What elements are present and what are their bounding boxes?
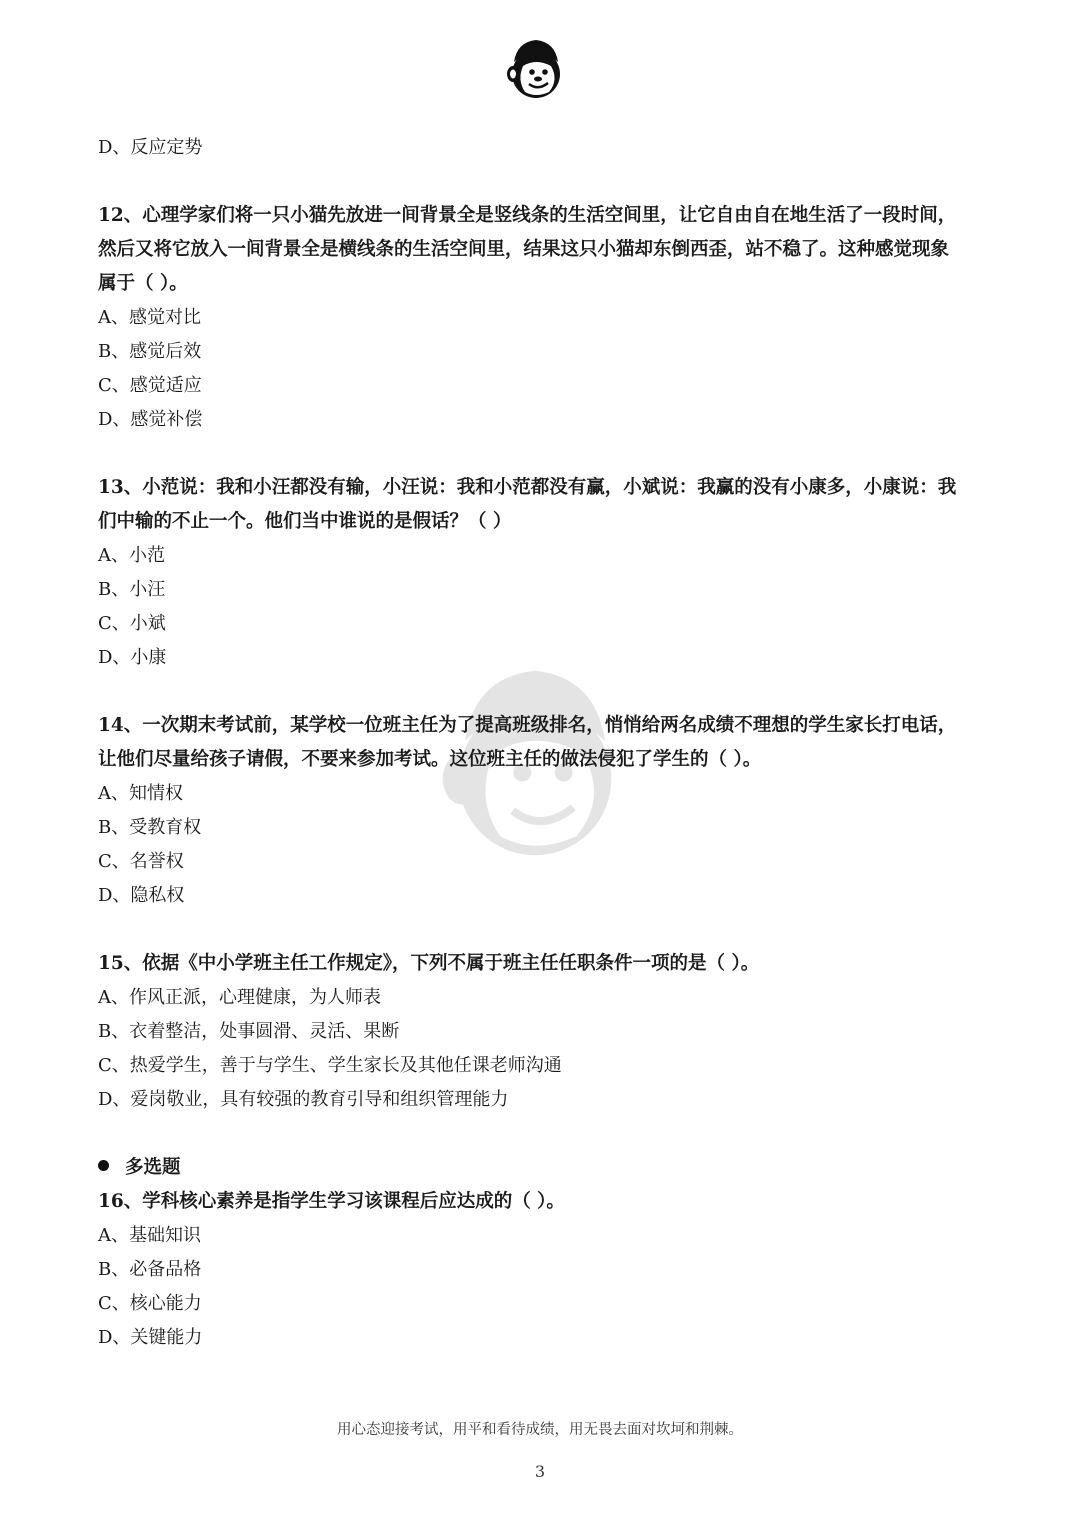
question-12-option-d: D、感觉补偿 (98, 409, 203, 430)
section-title: 多选题 (125, 1157, 181, 1178)
question-15-option-c: C、热爱学生，善于与学生、学生家长及其他任课老师沟通 (98, 1055, 562, 1076)
question-14-option-b: B、受教育权 (98, 817, 202, 838)
question-13-text-line: 们中输的不止一个。他们当中谁说的是假话？（ ） (98, 511, 512, 532)
question-12-text-line: 属于（ ）。 (98, 273, 188, 294)
question-12-option-a: A、感觉对比 (98, 307, 201, 328)
question-15-text-line: 15、依据《中小学班主任工作规定》，下列不属于班主任任职条件一项的是（ ）。 (98, 953, 760, 974)
section-heading (98, 1151, 181, 1185)
question-12-text-line: 12、心理学家们将一只小猫先放进一间背景全是竖线条的生活空间里，让它自由自在地生活了一段时间， (98, 205, 957, 226)
question-16-option-d: D、关键能力 (98, 1327, 203, 1348)
question-12-option-c: C、感觉适应 (98, 375, 202, 396)
option-item: D、反应定势 (98, 137, 203, 158)
question-15-option-b: B、衣着整洁，处事圆滑、灵活、果断 (98, 1021, 400, 1042)
question-16-text-line: 16、学科核心素养是指学生学习该课程后应达成的（ ）。 (98, 1191, 565, 1212)
question-16-option-b: B、必备品格 (98, 1259, 202, 1280)
question-13-option-b: B、小汪 (98, 579, 166, 600)
question-12-option-b: B、感觉后效 (98, 341, 202, 362)
footer-motto: 用心态迎接考试，用平和看待成绩，用无畏去面对坎坷和荆棘。 (337, 1422, 743, 1438)
question-15-option-a: A、作风正派，心理健康，为人师表 (98, 987, 381, 1008)
question-13-option-d: D、小康 (98, 647, 167, 668)
monkey-mascot-icon (505, 36, 567, 102)
question-14-option-d: D、隐私权 (98, 885, 185, 906)
question-14-option-c: C、名誉权 (98, 851, 184, 872)
question-13-text-line: 13、小范说：我和小汪都没有输，小汪说：我和小范都没有赢，小斌说：我赢的没有小康多，小康说：我 (98, 477, 957, 498)
question-13-option-a: A、小范 (98, 545, 165, 566)
question-16-option-c: C、核心能力 (98, 1293, 202, 1314)
question-12-text-line: 然后又将它放入一间背景全是横线条的生活空间里，结果这只小猫却东倒西歪，站不稳了。这种感觉现象 (98, 239, 950, 260)
question-16-option-a: A、基础知识 (98, 1225, 201, 1246)
question-14-option-a: A、知情权 (98, 783, 183, 804)
page-number: 3 (534, 1462, 546, 1481)
question-14-text-line: 14、一次期末考试前，某学校一位班主任为了提高班级排名，悄悄给两名成绩不理想的学生家长打电话， (98, 715, 957, 736)
question-15-option-d: D、爱岗敬业，具有较强的教育引导和组织管理能力 (98, 1089, 509, 1110)
bullet-icon (98, 1160, 109, 1171)
question-13-option-c: C、小斌 (98, 613, 166, 634)
question-14-text-line: 让他们尽量给孩子请假，不要来参加考试。这位班主任的做法侵犯了学生的（ ）。 (98, 749, 762, 770)
